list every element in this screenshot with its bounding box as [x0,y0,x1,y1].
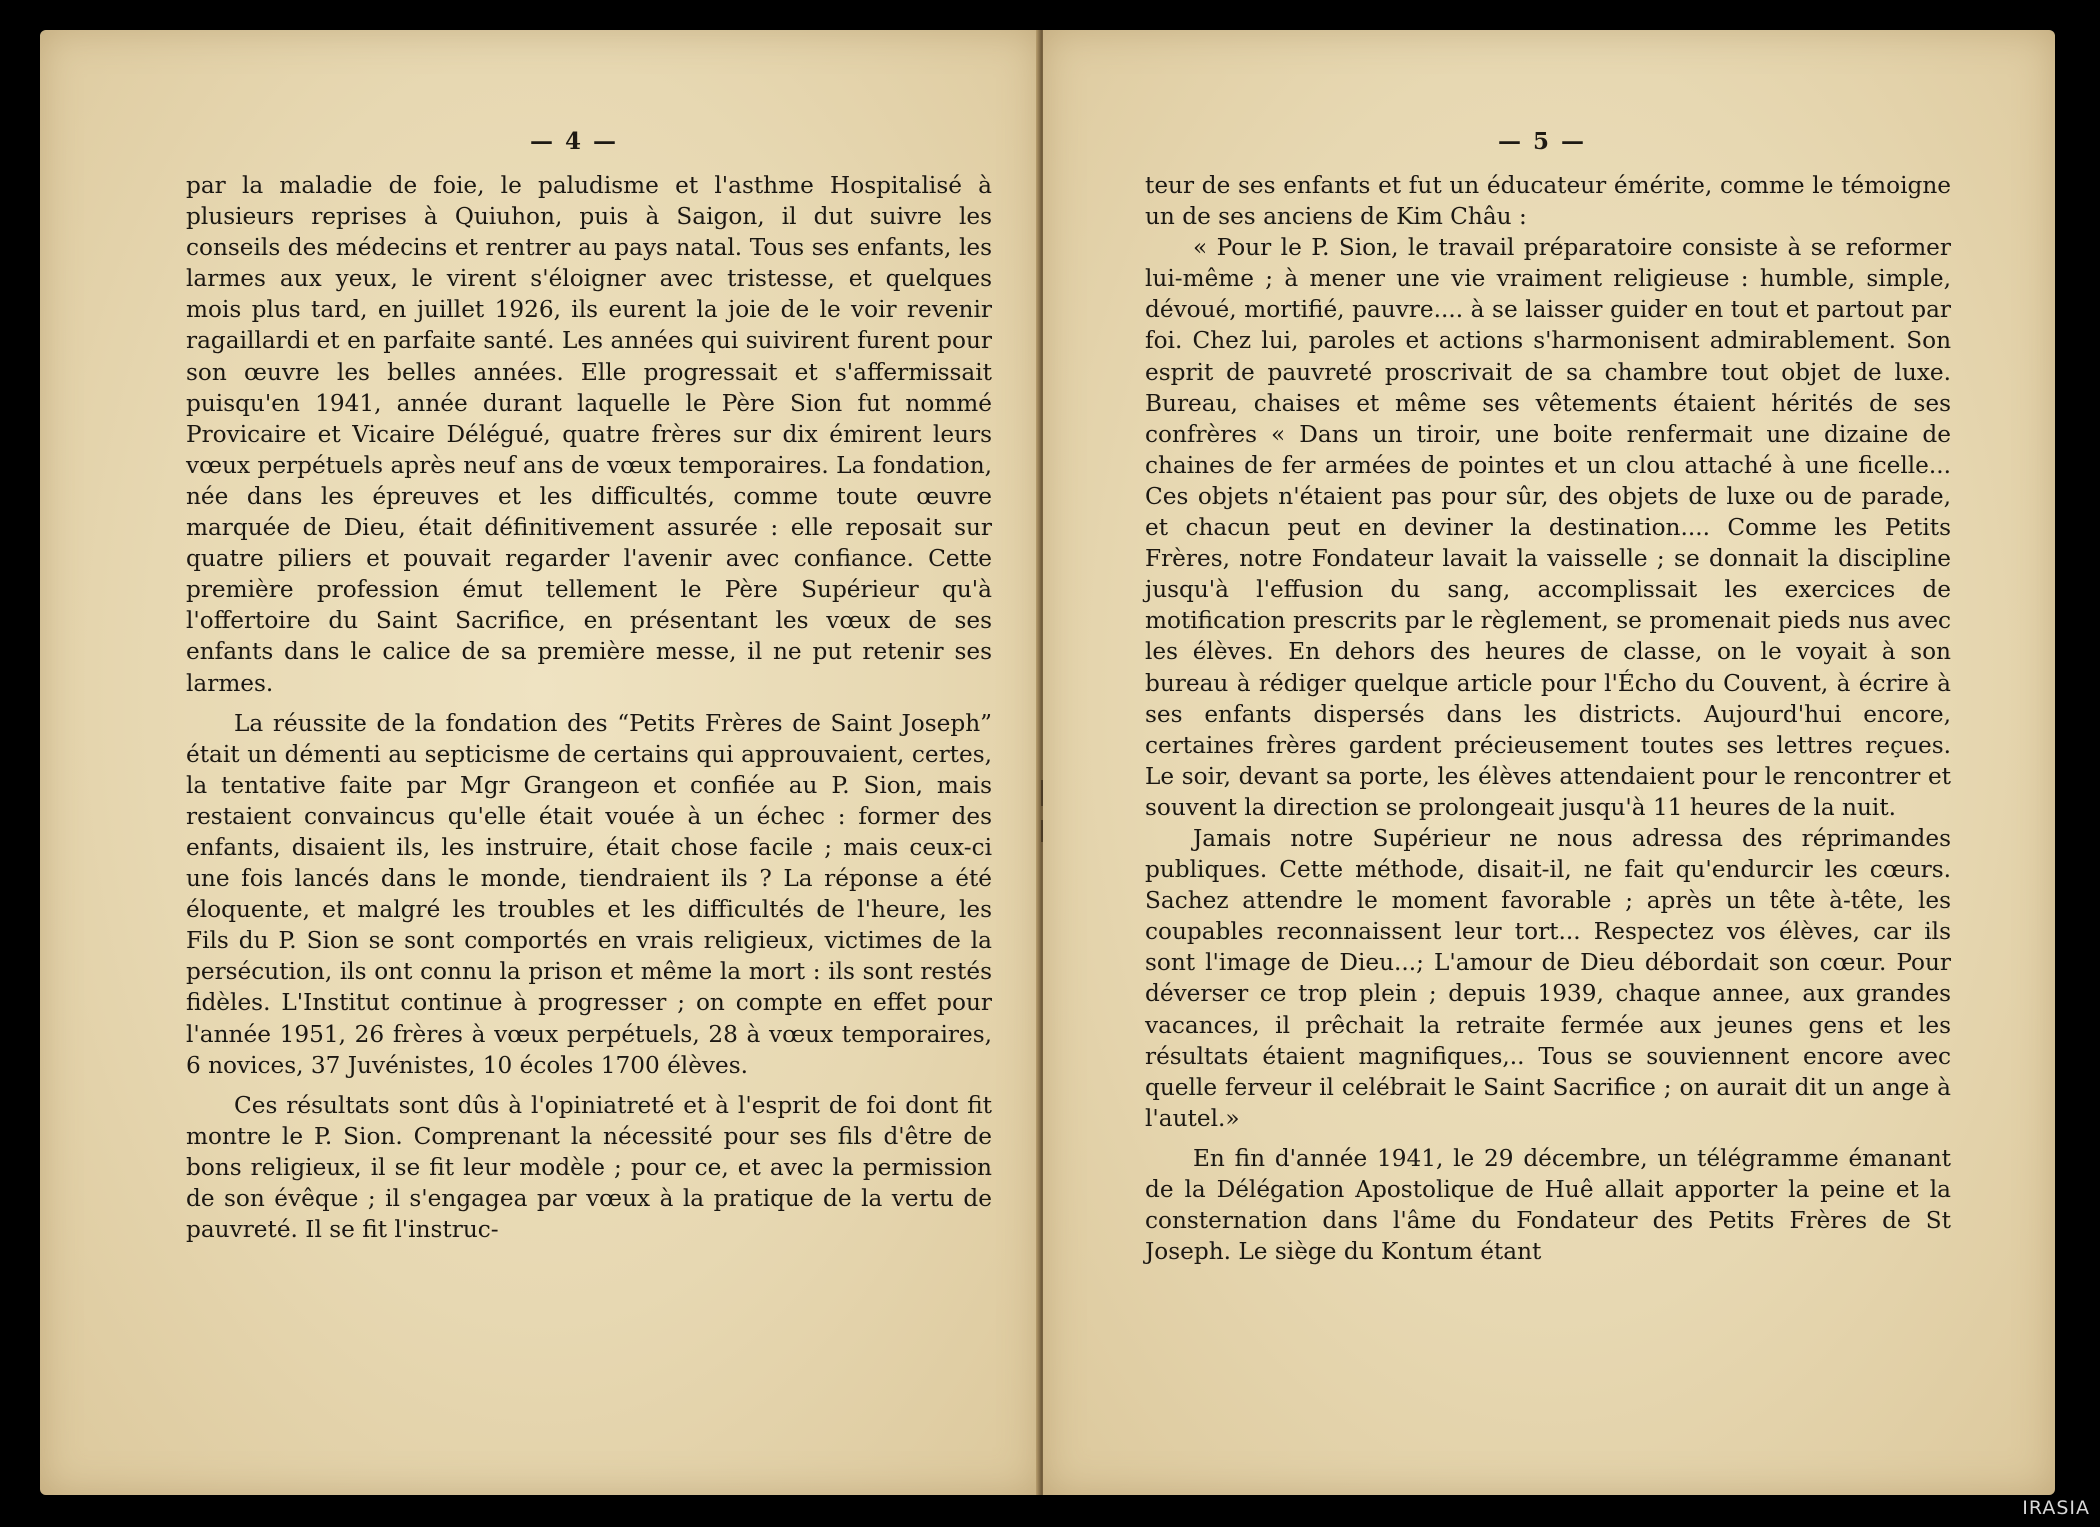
page-number-left: — 4 — [530,128,619,155]
right-paragraph-2: « Pour le P. Sion, le travail préparatoire consiste à se reformer lui-même ; à mener une vie vraiment religieuse : humble, simple, dévoué, mortifié, pauvre.... à se laisser guider en tout et partout par foi. Chez lui, paroles et actions s'harmonisent admirablement. Son esprit de pauvreté proscrivait de sa chambre tout objet de luxe. Bureau, chaises et même ses vêtements étaient hérités de ses confrères « Dans un tiroir, une boite renfermait une dizaine de chaines de fer armées de pointes et un clou attaché à une ficelle... Ces objets n'étaient pas pour sûr, des objets de luxe ou de parade, et chacun peut en deviner la destination.... Comme les Petits Frères, notre Fondateur lavait la vaisselle ; se donnait la discipline jusqu'à l'effusion du sang, accomplissait les exercices de motification prescrits par le règlement, se promenait pieds nus avec les élèves. En dehors des heures de classe, on le voyait à son bureau à rédiger quelque article pour l'Écho du Couvent, à écrire à ses enfants dispersés dans les districts. Aujourd'hui encore, certaines frères gardent précieusement toutes ses lettres reçues. Le soir, devant sa porte, les élèves attendaient pour le rencontrer et souvent la direction se prolongeait jusqu'à 11 heures de la nuit. [1145,234,1951,821]
left-page-text [186,170,992,1245]
right-page-text [1145,170,1951,1267]
left-paragraph-2: La réussite de la fondation des “Petits Frères de Saint Joseph” était un démenti au septicisme de certains qui approuvaient, certes, la tentative faite par Mgr Grangeon et confiée au P. Sion, mais restaient convaincus qu'elle était vouée à un échec : former des enfants, disaient ils, les instruire, était chose facile ; mais ceux-ci une fois lancés dans le monde, tiendraient ils ? La réponse a été éloquente, et malgré les troubles et les difficultés de l'heure, les Fils du P. Sion se sont comportés en vrais religieux, victimes de la persécution, ils ont connu la prison et même la mort : ils sont restés fidèles. L'Institut continue à progresser ; on compte en effet pour l'année 1951, 26 frères à vœux perpétuels, 28 à vœux temporaires, 6 novices, 37 Juvénistes, 10 écoles 1700 élèves. [186,709,992,1079]
left-page [40,30,1040,1495]
right-paragraph-3: Jamais notre Supérieur ne nous adressa des réprimandes publiques. Cette méthode, disait-il, ne fait qu'endurcir les cœurs. Sachez attendre le moment favorable ; après un tête à-tête, les coupables reconnaissent leur tort... Respectez vos élèves, car ils sont l'image de Dieu...; L'amour de Dieu débordait son cœur. Pour déverser ce trop plein ; depuis 1939, chaque annee, aux grandes vacances, il prêchait la retraite fermée aux jeunes gens et les résultats étaient magnifiques,.. Tous se souviennent encore avec quelle ferveur il celébrait le Saint Sacrifice ; on aurait dit un ange à l'autel.» [1145,824,1951,1132]
watermark-text: IRASIA [2022,1497,2090,1519]
right-page [1043,30,2055,1495]
page-number-right: — 5 — [1498,128,1587,155]
right-paragraph-4: En fin d'année 1941, le 29 décembre, un télégramme émanant de la Délégation Apostolique de Huê allait apporter la peine et la consternation dans l'âme du Fondateur des Petits Frères de St Joseph. Le siège du Kontum étant [1145,1144,1951,1266]
left-paragraph-1: par la maladie de foie, le paludisme et l'asthme Hospitalisé à plusieurs reprises à Quiuhon, puis à Saigon, il dut suivre les conseils des médecins et rentrer au pays natal. Tous ses enfants, les larmes aux yeux, le virent s'éloigner avec tristesse, et quelques mois plus tard, en juillet 1926, ils eurent la joie de le voir revenir ragaillardi et en parfaite santé. Les années qui suivirent furent pour son œuvre les belles années. Elle progressait et s'affermissait puisqu'en 1941, année durant laquelle le Père Sion fut nommé Provicaire et Vicaire Délégué, quatre frères sur dix émirent leurs vœux perpétuels après neuf ans de vœux temporaires. La fondation, née dans les épreuves et les difficultés, comme toute œuvre marquée de Dieu, était définitivement assurée : elle reposait sur quatre piliers et pouvait regarder l'avenir avec confiance. Cette première profession émut tellement le Père Supérieur qu'à l'offertoire du Saint Sacrifice, en présentant les vœux de ses enfants dans le calice de sa première messe, il ne put retenir ses larmes. [186,172,992,697]
right-paragraph-1: teur de ses enfants et fut un éducateur émérite, comme le témoigne un de ses anciens de Kim Châu : [1145,172,1951,231]
left-paragraph-3: Ces résultats sont dûs à l'opiniatreté et à l'esprit de foi dont fit montre le P. Sion. Comprenant la nécessité pour ses fils d'être de bons religieux, il se fit leur modèle ; pour ce, et avec la permission de son évêque ; il s'engagea par vœux à la pratique de la vertu de pauvreté. Il se fit l'instruc- [186,1091,992,1244]
